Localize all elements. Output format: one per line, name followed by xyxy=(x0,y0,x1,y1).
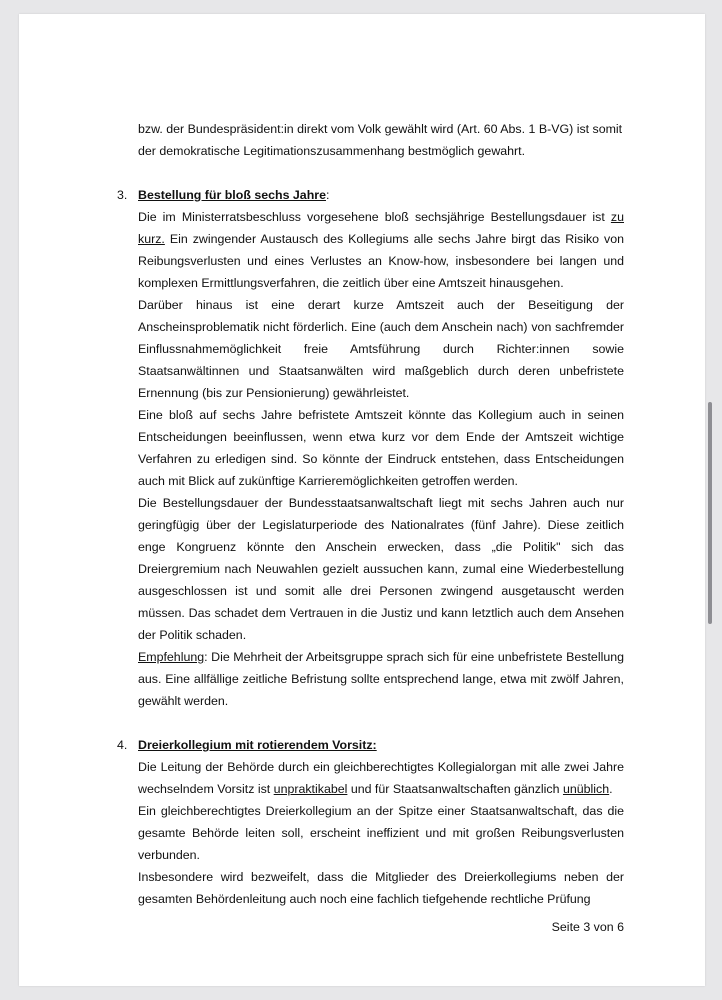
section-3-title: Bestellung für bloß sechs Jahre xyxy=(138,188,326,202)
section-3-heading xyxy=(117,184,624,206)
section-3-paragraph-4: Die Bestellungsdauer der Bundesstaatsanwaltschaft liegt mit sechs Jahren auch nur geringfügig über der Legislaturperiode des Nationalrates (fünf Jahre). Diese zeitlich enge Kongruenz könnte den Anschein erwecken, dass „die Politik" sich das Dreiergremium nach Neuwahlen gezielt aussuchen kann, zumal eine Wiederbestellung ausgeschlossen ist und somit alle drei Personen zwingend ausgetauscht werden müssen. Das schadet dem Vertrauen in die Justiz und kann letztlich auch dem Ansehen der Politik schaden. xyxy=(138,496,624,642)
section-3-paragraph-1 xyxy=(138,206,624,294)
section-3-colon: : xyxy=(325,188,330,202)
section-3 xyxy=(117,184,624,712)
section-4-p1-underlined-1: unpraktikabel xyxy=(273,782,348,796)
recommendation-text: : Die Mehrheit der Arbeitsgruppe sprach sich für eine unbefristete Bestellung aus. Eine allfällige zeitliche Befristung sollte entsprechend lange, etwa mit zwölf Jahren, gewählt werden. xyxy=(138,650,624,708)
section-4-title: Dreierkollegium mit rotierendem Vorsitz: xyxy=(138,738,377,752)
section-4-paragraph-1 xyxy=(138,756,624,800)
section-4-p1-underlined-2: unüblich xyxy=(562,782,610,796)
section-3-recommendation xyxy=(138,646,624,712)
vertical-scrollbar[interactable] xyxy=(708,402,712,624)
section-4-number: 4. xyxy=(117,738,128,752)
intro-line-1: bzw. der Bundespräsident:in direkt vom Volk gewählt wird (Art. 60 Abs. 1 B-VG) ist somit xyxy=(138,122,623,136)
section-3-p1-underlined: zu kurz. xyxy=(138,210,624,246)
recommendation-label: Empfehlung xyxy=(138,650,205,664)
section-4-p1-start: Die Leitung der Behörde durch ein gleichberechtigtes Kollegialorgan mit alle zwei Jahre wechselndem Vorsitz ist xyxy=(138,760,624,796)
section-4-paragraph-2: Ein gleichberechtigtes Dreierkollegium an der Spitze einer Staatsanwaltschaft, das die gesamte Behörde leiten soll, erscheint ineffizient und mit großen Reibungsverlusten verbunden. xyxy=(138,804,624,862)
section-3-p1-start: Die im Ministerratsbeschluss vorgesehene bloß sechsjährige Bestellungsdauer ist xyxy=(138,210,611,224)
section-3-paragraph-3: Eine bloß auf sechs Jahre befristete Amtszeit könnte das Kollegium auch in seinen Entscheidungen beeinflussen, wenn etwa kurz vor dem Ende der Amtszeit wichtige Verfahren zu erledigen sind. So könnte der Eindruck entstehen, dass Entscheidungen auch mit Blick auf zukünftige Karrieremöglichkeiten getroffen werden. xyxy=(138,408,624,488)
section-4-p1-end: . xyxy=(609,782,613,796)
section-3-p1-end: Ein zwingender Austausch des Kollegiums alle sechs Jahre birgt das Risiko von Reibungsverlusten und eines Verlustes an Know-how, insbesondere bei langen und komplexen Ermittlungsverfahren, die zeitlich über eine Amtszeit hinausgehen. xyxy=(138,232,624,290)
document-page xyxy=(19,14,705,986)
document-body xyxy=(117,118,624,910)
section-4-paragraph-3: Insbesondere wird bezweifelt, dass die Mitglieder des Dreierkollegiums neben der gesamten Behördenleitung auch noch eine fachlich tiefgehende rechtliche Prüfung xyxy=(138,870,624,906)
section-3-paragraph-2: Darüber hinaus ist eine derart kurze Amtszeit auch der Beseitigung der Anscheinsproblematik nicht förderlich. Eine (auch dem Anschein nach) von sachfremder Einflussnahmemöglichkeit freie Amtsführung durch Richter:innen sowie Staatsanwältinnen und Staatsanwälten wird maßgeblich durch deren unbefristete Ernennung (bis zur Pensionierung) gewährleistet. xyxy=(138,298,624,400)
intro-line-2: der demokratische Legitimationszusammenhang bestmöglich gewahrt. xyxy=(138,144,526,158)
section-4-heading xyxy=(117,734,624,756)
page-number-footer: Seite 3 von 6 xyxy=(551,920,624,934)
section-4-p1-middle: und für Staatsanwaltschaften gänzlich xyxy=(347,782,563,796)
section-3-number: 3. xyxy=(117,188,128,202)
section-4 xyxy=(117,734,624,910)
